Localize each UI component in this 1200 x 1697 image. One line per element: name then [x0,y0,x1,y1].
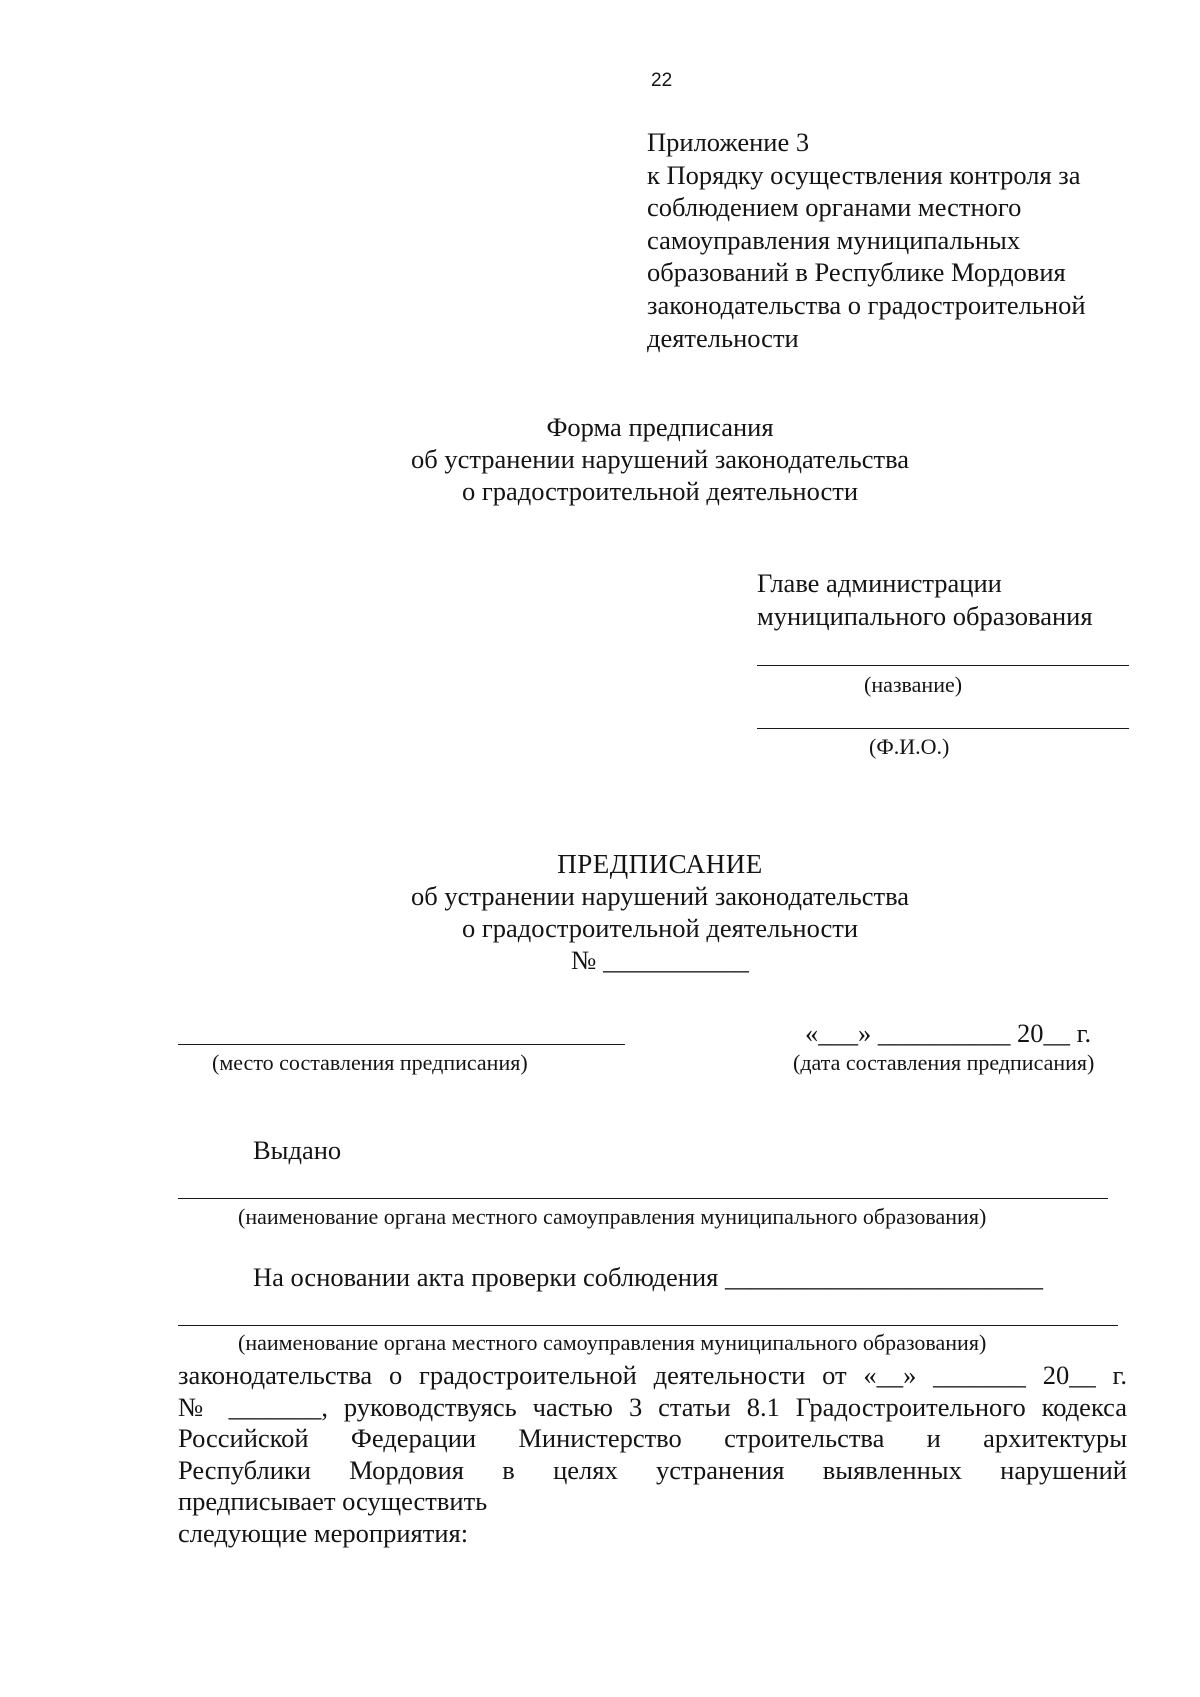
issued-blank-line[interactable] [178,1198,1108,1199]
form-title-line: о градостроительной деятельности [461,476,859,506]
appendix-line: законодательства о градостроительной [647,289,1086,320]
form-title [300,411,1020,507]
name-caption: (название) [864,672,963,697]
fio-caption: (Ф.И.О.) [869,734,950,759]
place-caption: (место составления предписания) [212,1050,528,1075]
fio-blank-line[interactable] [757,728,1129,729]
body-line: законодательства о градостроительной деятельности от «__» _______ 20__ г. [178,1360,1127,1390]
name-blank-line[interactable] [757,665,1129,666]
appendix-line: соблюдением органами местного [647,192,1022,223]
issued-caption: (наименование органа местного самоуправления муниципального образования) [238,1204,987,1229]
document-title [300,848,1020,976]
issued-label: Выдано [253,1135,342,1165]
body-line: предписывает осуществить [178,1486,488,1516]
addressee-line: муниципального образования [757,601,1093,631]
place-blank-line[interactable] [178,1044,625,1045]
date-field: «___» __________ 20__ г. [805,1018,1092,1048]
body-line: № _______, руководствуясь частью 3 статьи 8.1 Градостроительного кодекса [178,1391,1127,1422]
appendix-line: самоуправления муниципальных [647,224,1021,255]
page-number: 22 [651,70,673,91]
body-paragraph [178,1360,1127,1549]
appendix-header [647,126,1147,354]
appendix-line: Приложение 3 [647,127,810,157]
document-heading: ПРЕДПИСАНИЕ [557,849,763,879]
form-title-line: Форма предписания [546,412,774,442]
document-title-line: об устранении нарушений законодательства [411,881,909,911]
appendix-line: деятельности [647,322,799,353]
basis-blank-line[interactable] [178,1325,1118,1326]
form-title-line: об устранении нарушений законодательства [411,444,909,474]
body-line: следующие мероприятия: [178,1517,469,1548]
basis-label: На основании акта проверки соблюдения ________________________ [253,1262,1043,1292]
body-line: Российской Федерации Министерство строительства и архитектуры [178,1423,1127,1453]
body-line: Республики Мордовия в целях устранения выявленных нарушений [178,1454,1127,1485]
appendix-line: образований в Республике Мордовия [647,257,1066,288]
addressee-block [757,567,1093,633]
document-title-line: о градостроительной деятельности [461,913,859,943]
addressee-line: Главе администрации [757,568,1002,598]
document-number: № ___________ [571,945,749,975]
appendix-line: к Порядку осуществления контроля за [647,159,1081,190]
basis-caption: (наименование органа местного самоуправления муниципального образования) [238,1330,987,1355]
date-caption: (дата составления предписания) [793,1050,1095,1075]
